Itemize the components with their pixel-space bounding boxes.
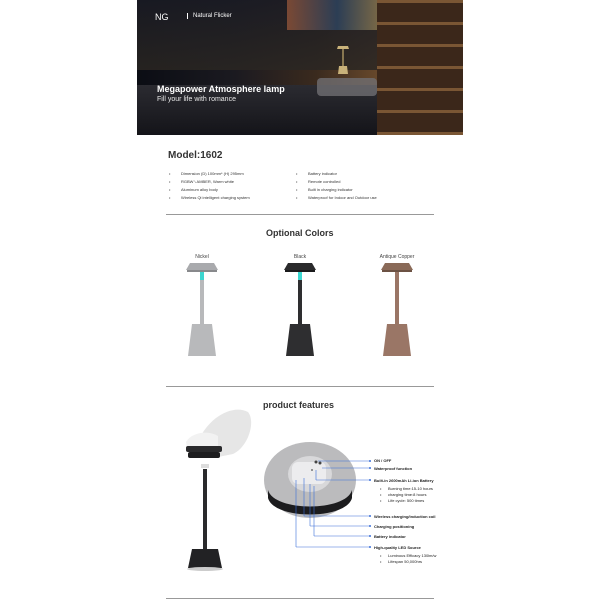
hero-lamp-image: [335, 44, 351, 74]
spec-item: • Battery indicator: [308, 172, 337, 176]
callout-led: High-quality LED Source: [374, 545, 421, 550]
spec-item: • RGBW \ AMBER, Warm white: [181, 180, 234, 184]
hero-title: Megapower Atmosphere lamp: [157, 84, 285, 94]
brand-logo: NG: [155, 12, 169, 22]
divider: [166, 598, 434, 599]
hero-pillow: [317, 78, 377, 96]
brand-name: Natural Flicker: [187, 13, 232, 19]
section-title-colors: Optional Colors: [266, 228, 334, 238]
callout-battery: Built-in 2600mAh Li-ion Battery: [374, 478, 434, 483]
lamp-black-image: [280, 262, 320, 358]
spec-item: • Aluminum alloy body: [181, 188, 218, 192]
spec-item: • Wireless Qi intelligent charging system: [181, 196, 250, 200]
spec-item: • Built in charging indicator: [308, 188, 353, 192]
callout-detail: • Life cycle: 500 times: [388, 498, 424, 503]
callout-detail: • charging time:8 hours: [388, 492, 426, 497]
lamp-head-diagram: [262, 432, 362, 524]
spec-item: • Remote controlled: [308, 180, 340, 184]
color-name-copper: Antique Copper: [379, 254, 415, 260]
hero-painting: [287, 0, 387, 30]
hero-bookshelf: [377, 0, 463, 135]
color-name-black: Black: [293, 254, 307, 260]
lamp-copper-image: [377, 262, 417, 358]
callout-waterproof: Waterproof function: [374, 466, 413, 471]
spec-item: • Dimension (D) 100mm* (H) 295mm: [181, 172, 244, 176]
callout-detail: • Lifespan 50,000hrs: [388, 559, 422, 564]
callout-positioning: Charging positioning: [374, 524, 415, 529]
section-title-features: product features: [263, 400, 335, 410]
model-title: Model:1602: [168, 150, 223, 161]
lamp-nickel-image: [182, 262, 222, 358]
callout-wireless: Wireless charging/induction coil: [374, 514, 436, 519]
spec-item: • Waterproof for Indoor and Outdoor use: [308, 196, 377, 200]
hero-banner: [137, 0, 463, 135]
callout-detail: • Burning time:15-10 hours: [388, 486, 433, 491]
divider: [166, 214, 434, 215]
hero-subtitle: Fill your life with romance: [157, 96, 236, 103]
callout-indicator: Battery indicator: [374, 534, 406, 539]
feature-lamp-image: [178, 402, 258, 572]
divider: [166, 386, 434, 387]
callout-detail: • Luminous Efficacy 130lm/w: [388, 553, 436, 558]
color-name-nickel: Nickel: [195, 254, 209, 260]
callout-on-off: ON / OFF: [374, 458, 392, 463]
